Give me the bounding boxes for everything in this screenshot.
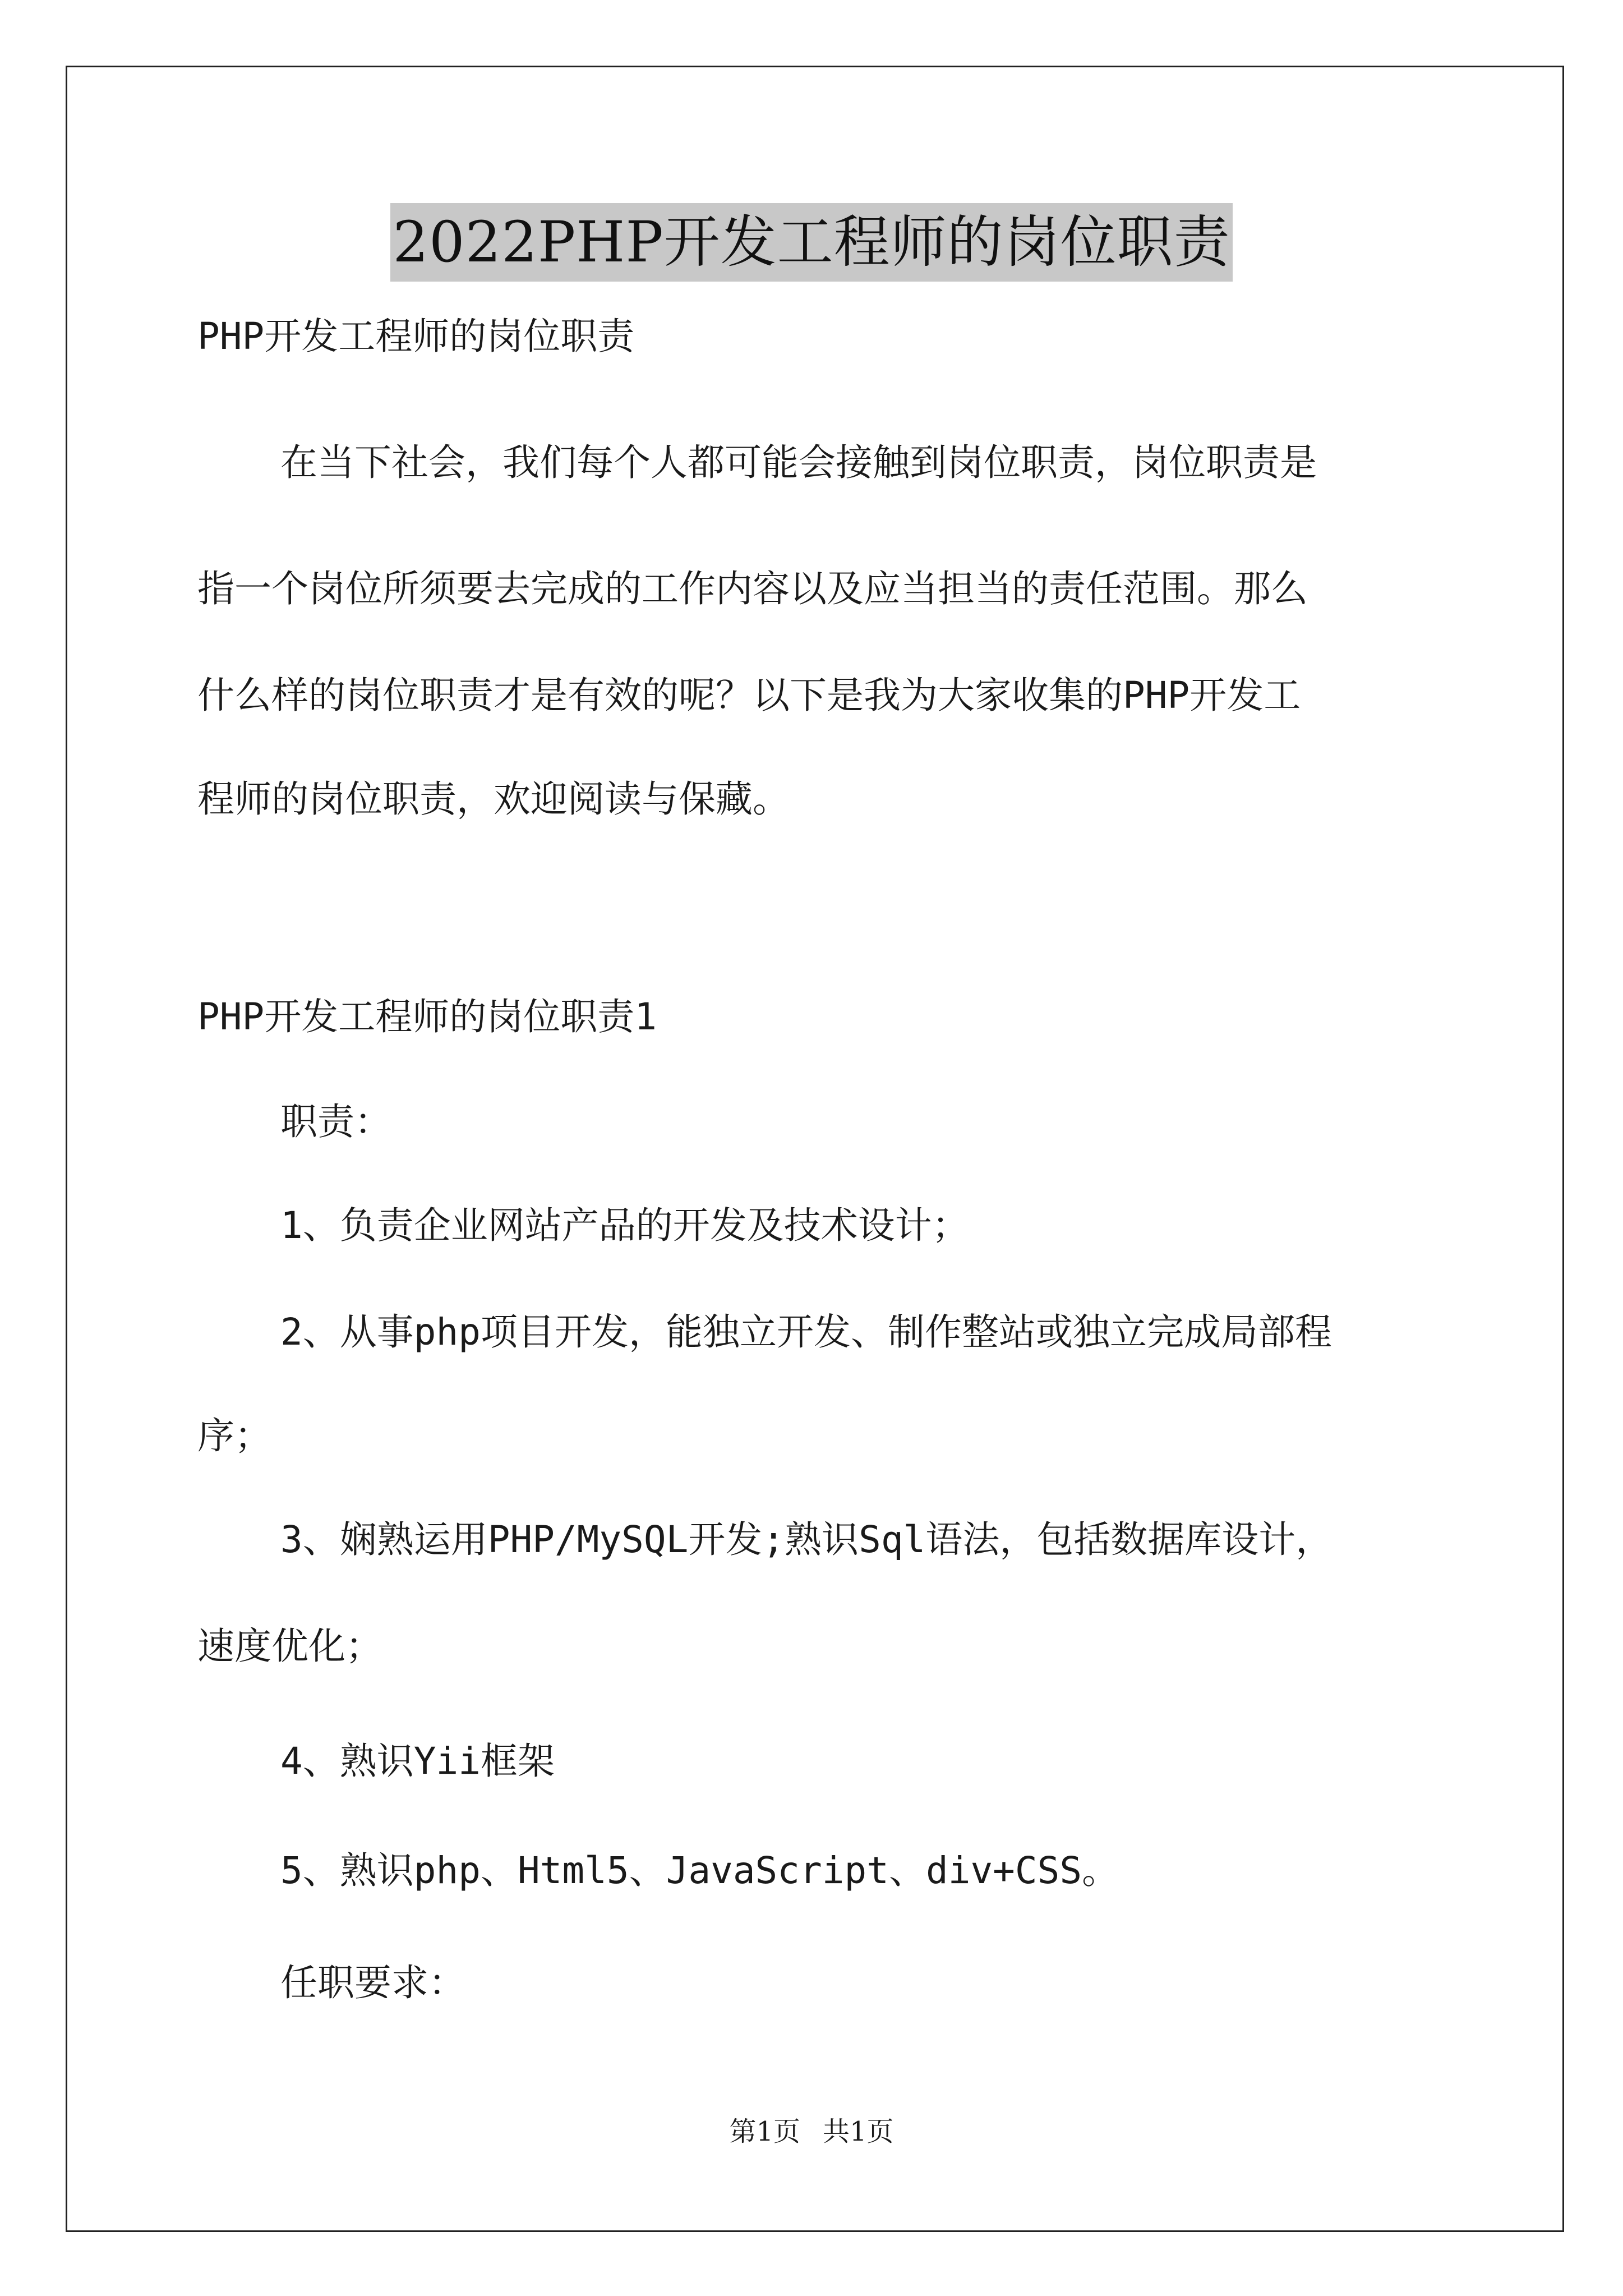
paragraph-line: 什么样的岗位职责才是有效的呢？以下是我为大家收集的PHP开发工 — [197, 674, 1301, 717]
paragraph-line: 在当下社会，我们每个人都可能会接触到岗位职责，岗位职责是 — [280, 441, 1317, 484]
list-item: 5、熟识php、Html5、JavaScript、div+CSS。 — [280, 1849, 1119, 1892]
section-heading: PHP开发工程师的岗位职责1 — [197, 995, 657, 1038]
paragraph-line: 指一个岗位所须要去完成的工作内容以及应当担当的责任范围。那么 — [197, 567, 1308, 610]
subheading: 职责： — [280, 1100, 391, 1143]
page-number-current: 第1页 — [729, 2116, 800, 2147]
page-footer — [0, 2115, 1623, 2148]
page-border — [66, 66, 1564, 2232]
list-item-continuation: 序； — [197, 1414, 271, 1457]
list-item: 3、娴熟运用PHP/MySQL开发;熟识Sql语法，包括数据库设计， — [280, 1518, 1333, 1561]
page-number-total: 共1页 — [823, 2116, 894, 2147]
paragraph-line: 程师的岗位职责，欢迎阅读与保藏。 — [197, 777, 790, 821]
list-item: 2、从事php项目开发，能独立开发、制作整站或独立完成局部程 — [280, 1310, 1332, 1354]
list-item: 4、熟识Yii框架 — [280, 1740, 555, 1783]
list-item: 1、负责企业网站产品的开发及技术设计； — [280, 1204, 969, 1247]
document-title: 2022PHP开发工程师的岗位职责 — [390, 203, 1232, 282]
title-container — [0, 203, 1623, 282]
subheading: 任职要求： — [280, 1961, 465, 2004]
section-heading: PHP开发工程师的岗位职责 — [197, 315, 635, 358]
list-item-continuation: 速度优化； — [197, 1625, 382, 1668]
